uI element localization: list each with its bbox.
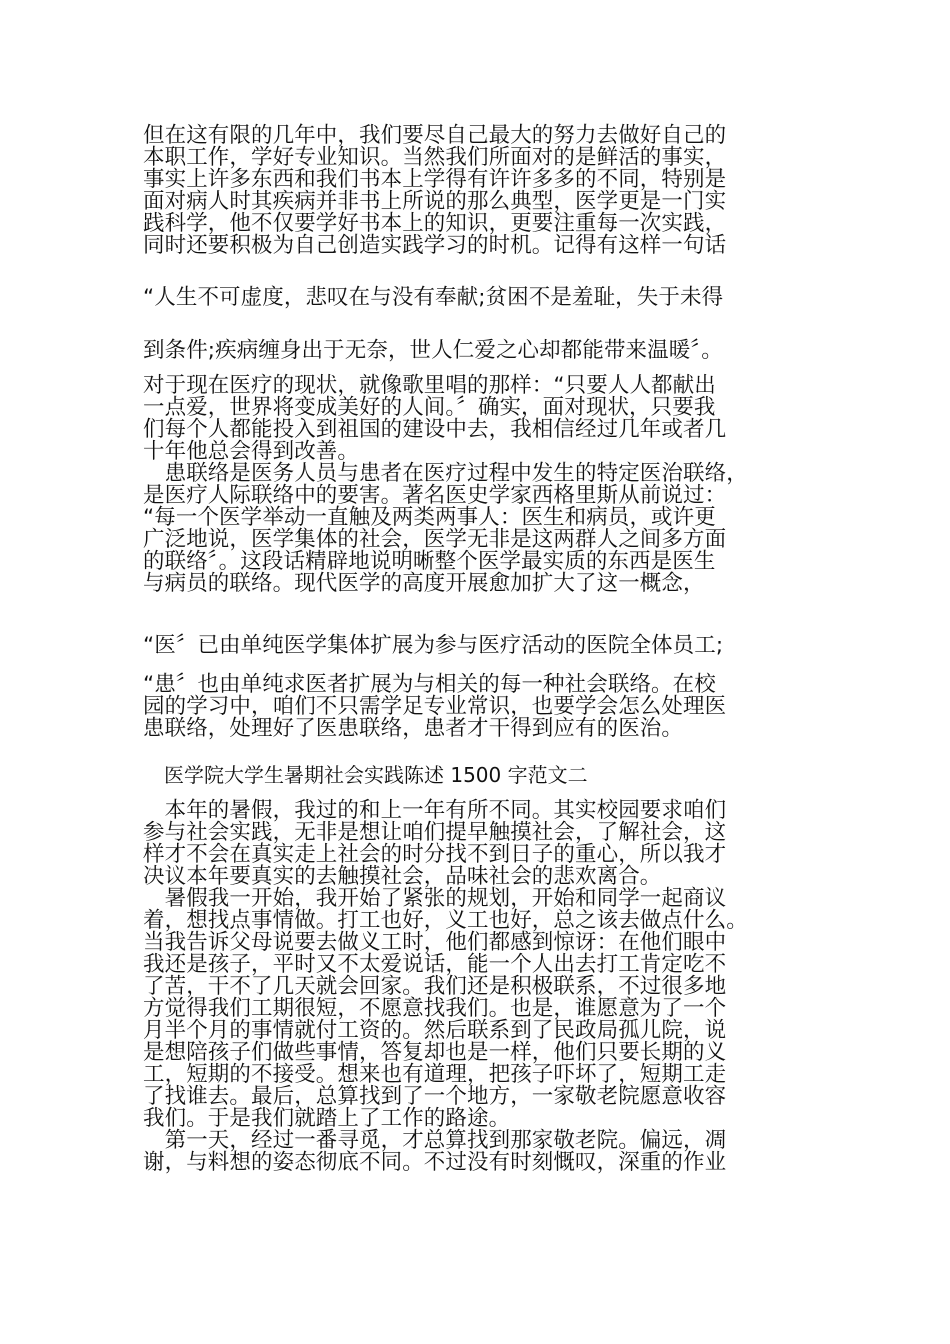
text-line: “患〞也由单纯求医者扩展为与相关的每一种社会联络。在校 [143, 672, 716, 697]
text-line: 第一天，经过一番寻觅，才总算找到那家敬老院。偏远，凋 [143, 1128, 727, 1153]
text-line: 广泛地说，医学集体的社会，医学无非是这两群人之间多方面 [143, 527, 727, 552]
paragraph-1 [143, 125, 823, 257]
text-line: 决议本年要真实的去触摸社会，品味社会的悲欢离合。 [143, 864, 662, 889]
text-line: 对于现在医疗的现状，就像歌里唱的那样：“只要人人都献出 [143, 373, 716, 398]
text-line: “人生不可虚度，悲叹在与没有奉献;贫困不是羞耻，失于未得 [143, 285, 724, 310]
text-line: 患联络，处理好了医患联络，患者才干得到应有的医治。 [143, 716, 684, 741]
paragraph-5 [143, 635, 823, 657]
text-line: 患联络是医务人员与患者在医疗过程中发生的特定医治联络， [143, 461, 748, 486]
text-line: 一点爱，世界将变成美好的人间。〞确实，面对现状，只要我 [143, 395, 716, 420]
text-line: 着，想找点事情做。打工也好，义工也好，总之该去做点什么。 [143, 908, 748, 933]
text-line: 同时还要积极为自己创造实践学习的时机。记得有这样一句话 [143, 233, 727, 258]
text-line: 与病员的联络。现代医学的高度开展愈加扩大了这一概念， [143, 571, 705, 596]
paragraph-3 [143, 340, 823, 362]
text-line: 的联络〞。这段话精辟地说明晰整个医学最实质的东西是医生 [143, 549, 716, 574]
text-line: 本职工作，学好专业知识。当然我们所面对的是鲜活的事实， [143, 145, 727, 170]
text-line: 是医疗人际联络中的要害。著名医史学家西格里斯从前说过： [143, 483, 727, 508]
text-line: 面对病人时其疾病并非书上所说的那么典型，医学更是一门实 [143, 189, 727, 214]
paragraph-6 [143, 674, 823, 740]
section-title: 医学院大学生暑期社会实践陈述 1500 字范文二 [164, 763, 588, 787]
text-line: 是想陪孩子们做些事情，答复却也是一样，他们只要长期的义 [143, 1040, 727, 1065]
paragraph-4 [143, 375, 823, 595]
text-line: 践科学，他不仅要学好书本上的知识，更要注重每一次实践， [143, 211, 727, 236]
text-line: 我们。于是我们就踏上了工作的路途。 [143, 1106, 511, 1131]
text-line: 本年的暑假，我过的和上一年有所不同。其实校园要求咱们 [143, 798, 727, 823]
text-line: 方觉得我们工期很短，不愿意找我们。也是，谁愿意为了一个 [143, 996, 727, 1021]
text-line: 参与社会实践，无非是想让咱们提早触摸社会，了解社会，这 [143, 820, 727, 845]
paragraph-2 [143, 287, 823, 309]
text-line: 工，短期的不接受。想来也有道理，把孩子吓坏了，短期工走 [143, 1062, 727, 1087]
text-line: 了找谁去。最后，总算找到了一个地方，一家敬老院愿意收容 [143, 1084, 727, 1109]
text-line: 但在这有限的几年中，我们要尽自己最大的努力去做好自己的 [143, 123, 727, 148]
text-line: 谢，与料想的姿态彻底不同。不过没有时刻慨叹，深重的作业 [143, 1150, 727, 1175]
text-line: 当我告诉父母说要去做义工时，他们都感到惊讶：在他们眼中 [143, 930, 727, 955]
text-line: 十年他总会得到改善。 [143, 439, 360, 464]
text-line: 我还是孩子，平时又不太爱说话，能一个人出去打工肯定吃不 [143, 952, 727, 977]
paragraph-7 [143, 800, 823, 1174]
text-line: “医〞已由单纯医学集体扩展为参与医疗活动的医院全体员工; [143, 633, 724, 658]
text-line: 到条件;疾病缠身出于无奈，世人仁爱之心却都能带来温暖〞。 [143, 338, 723, 363]
text-line: 事实上许多东西和我们书本上学得有许许多多的不同，特别是 [143, 167, 727, 192]
text-line: 样才不会在真实走上社会的时分找不到日子的重心，所以我才 [143, 842, 727, 867]
text-line: 园的学习中，咱们不只需学足专业常识，也要学会怎么处理医 [143, 694, 727, 719]
text-line: 月半个月的事情就付工资的。然后联系到了民政局孤儿院，说 [143, 1018, 727, 1043]
text-line: 们每个人都能投入到祖国的建设中去，我相信经过几年或者几 [143, 417, 727, 442]
text-line: “每一个医学举动一直触及两类两事人：医生和病员，或许更 [143, 505, 716, 530]
text-line: 暑假我一开始，我开始了紧张的规划，开始和同学一起商议 [143, 886, 727, 911]
text-line: 了苦，干不了几天就会回家。我们还是积极联系，不过很多地 [143, 974, 727, 999]
